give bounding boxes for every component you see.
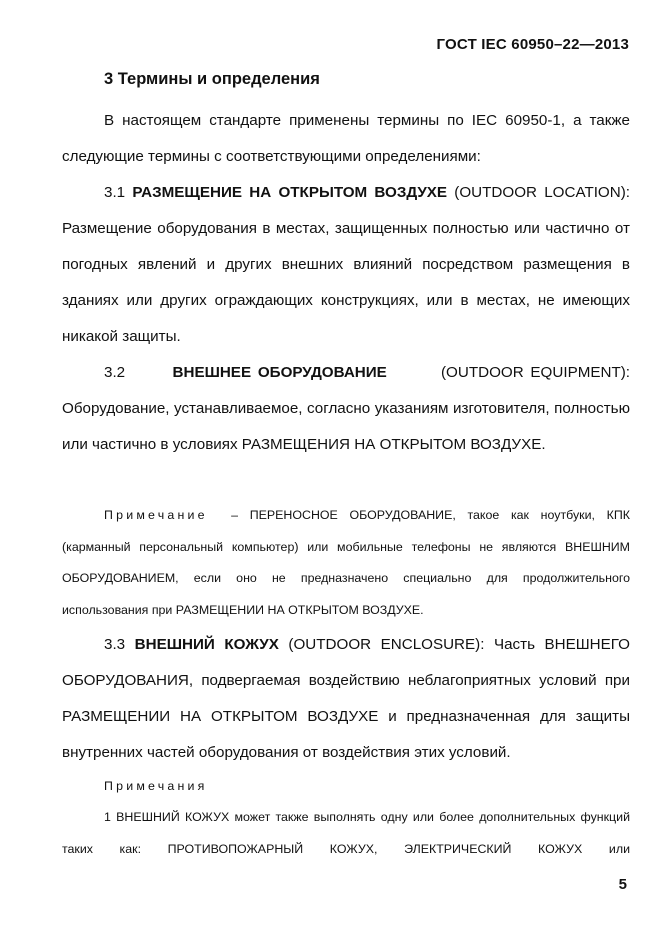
term-3-1-english: (OUTDOOR LOCATION): bbox=[454, 184, 630, 201]
note-3-2-label: Примечание bbox=[104, 508, 208, 522]
note-3-2-dash: – bbox=[231, 508, 239, 522]
term-3-3 bbox=[62, 627, 630, 771]
term-3-2-definition: Оборудование, устанавливаемое, согласно указаниям изготовителя, полностью или частично в условиях РАЗМЕЩЕНИЯ НА ОТКРЫТОМ ВОЗДУХЕ. bbox=[62, 400, 630, 453]
document-code-header: ГОСТ IEC 60950–22—2013 bbox=[436, 36, 629, 53]
term-3-1-name: РАЗМЕЩЕНИЕ НА ОТКРЫТОМ ВОЗДУХЕ bbox=[132, 184, 448, 201]
term-3-3-name: ВНЕШНИЙ КОЖУХ bbox=[134, 636, 279, 653]
notes-3-3-label: Примечания bbox=[104, 779, 208, 793]
page-number: 5 bbox=[618, 876, 627, 893]
section-title: 3 Термины и определения bbox=[104, 70, 320, 88]
term-3-1 bbox=[62, 175, 630, 355]
term-3-2 bbox=[62, 355, 630, 463]
term-3-1-number: 3.1 bbox=[104, 184, 126, 201]
note-3-2-text: ПЕРЕНОСНОЕ ОБОРУДОВАНИЕ, такое как ноутбуки, КПК (карманный персональный компьютер) или мобильные телефоны не являются ВНЕШНИМ ОБОРУДОВАНИЕМ, если оно не предназначено специально для продолжительного использования при РАЗМЕЩЕНИИ НА ОТКРЫТОМ ВОЗДУХЕ. bbox=[62, 508, 630, 617]
note-3-2 bbox=[62, 500, 630, 626]
term-3-2-english: (OUTDOOR EQUIPMENT): bbox=[440, 364, 630, 381]
section-intro: В настоящем стандарте применены термины по IEC 60950-1, а также следующие термины с соответствующими определениями: bbox=[62, 112, 630, 165]
term-3-2-name: ВНЕШНЕЕ ОБОРУДОВАНИЕ bbox=[172, 364, 387, 381]
term-3-3-english: (OUTDOOR ENCLOSURE): bbox=[288, 636, 485, 653]
term-3-3-definition: Часть ВНЕШНЕГО ОБОРУДОВАНИЯ, подвергаемая воздействию неблагоприятных условий при РАЗМЕЩЕНИИ НА ОТКРЫТОМ ВОЗДУХЕ и предназначенная для защиты внутренних частей оборудования от воздействия этих условий. bbox=[62, 636, 630, 761]
term-3-2-number: 3.2 bbox=[104, 364, 126, 381]
term-3-1-definition: Размещение оборудования в местах, защищенных полностью или частично от погодных явлений и других внешних влияний посредством размещения в зданиях или других ограждающих конструкциях, или в местах, не имеющих никакой защиты. bbox=[62, 220, 630, 345]
notes-3-3-label-line bbox=[62, 771, 630, 803]
notes-3-3-item-1: 1 ВНЕШНИЙ КОЖУХ может также выполнять одну или более дополнительных функций таких как: ПРОТИВОПОЖАРНЫЙ КОЖУХ, ЭЛЕКТРИЧЕСКИЙ КОЖУХ или bbox=[62, 810, 630, 856]
term-3-3-number: 3.3 bbox=[104, 636, 126, 653]
